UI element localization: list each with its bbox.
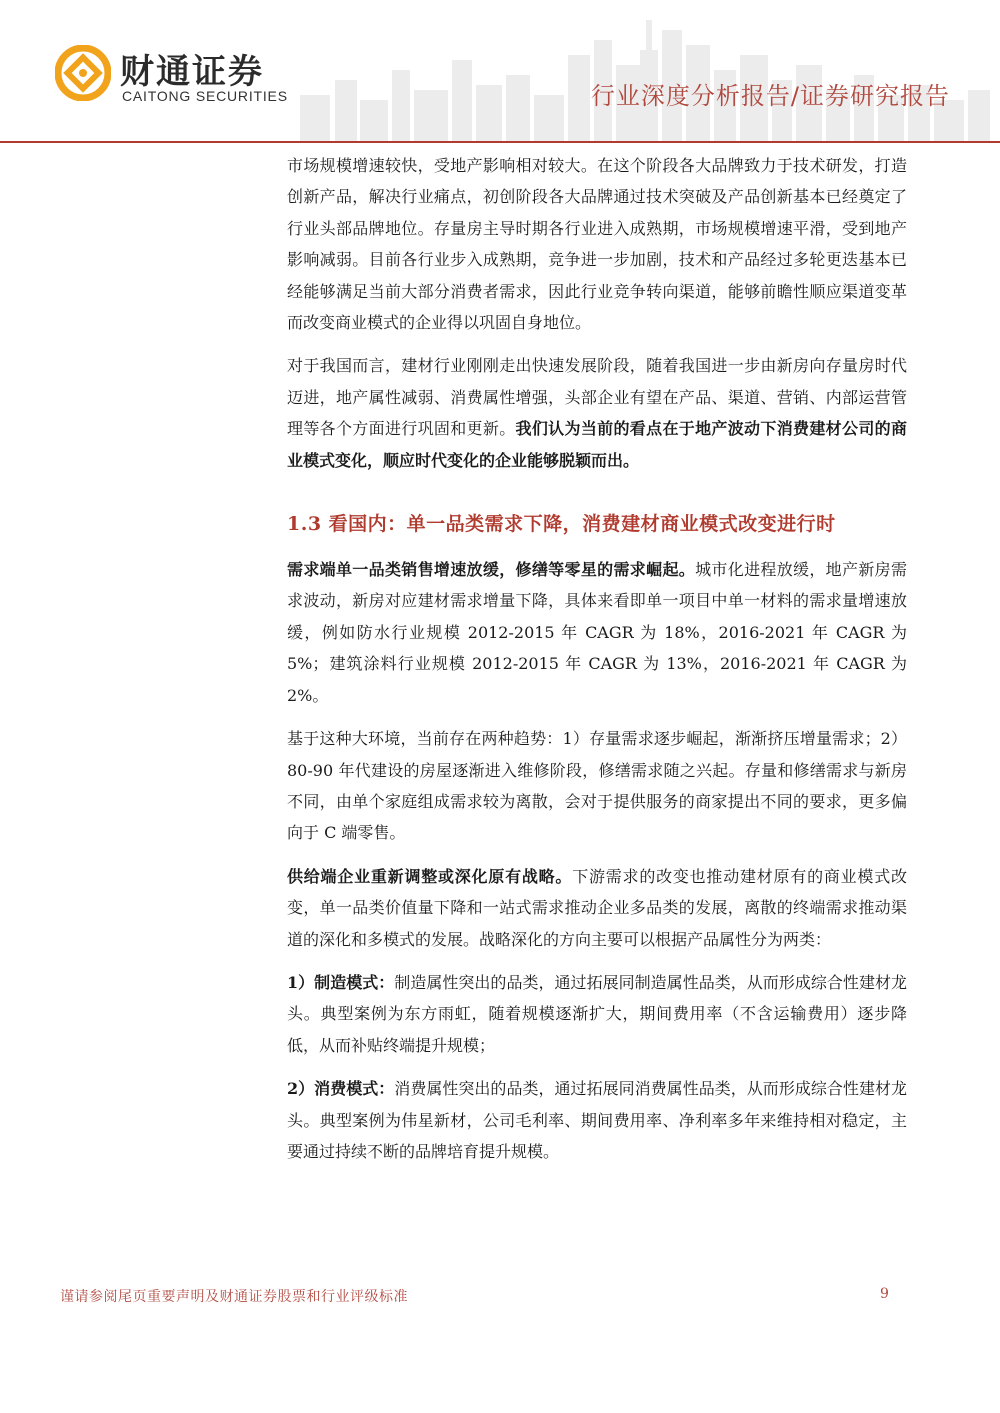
header-divider xyxy=(0,141,1000,143)
paragraph-manufacturing-model xyxy=(287,967,907,1061)
page-number: 9 xyxy=(880,1286,889,1302)
paragraph-emphasis: 我们认为当前的看点在于地产波动下消费建材公司的商业模式变化，顺应时代变化的企业能够脱颖而出。 xyxy=(287,419,907,470)
paragraph-emphasis: 供给端企业重新调整或深化原有战略。 xyxy=(287,866,573,886)
paragraph-consumer-model xyxy=(287,1073,907,1167)
caitong-logo-icon xyxy=(55,45,111,101)
paragraph-demand-side xyxy=(287,554,907,711)
section-heading: 1.3 看国内：单一品类需求下降，消费建材商业模式改变进行时 xyxy=(287,513,836,536)
paragraph-text: 下游需求的改变也推动建材原有的商业模式改变，单一品类价值量下降和一站式需求推动企业多品类的发展，离散的终端需求推动渠道的深化和多模式的发展。战略深化的方向主要可以根据产品属性分为两类： xyxy=(287,866,907,949)
main-content xyxy=(287,150,907,1167)
paragraph-text: 城市化进程放缓，地产新房需求波动，新房对应建材需求增量下降，具体来看即单一项目中单一材料的需求量增速放缓，例如防水行业规模 2012-2015 年 CAGR 为 18%，2016-2021 年 CAGR 为 5%；建筑涂料行业规模 2012-2015 年 CAGR 为 13%，2016-2021 年 CAGR 为 2%。 xyxy=(287,560,907,705)
paragraph-market-stages: 市场规模增速较快，受地产影响相对较大。在这个阶段各大品牌致力于技术研发，打造创新产品，解决行业痛点，初创阶段各大品牌通过技术突破及产品创新基本已经奠定了行业头部品牌地位。存量房主导时期各行业进入成熟期，市场规模增速平滑，受到地产影响减弱。目前各行业步入成熟期，竞争进一步加剧，技术和产品经过多轮更迭基本已经能够满足当前大部分消费者需求，因此行业竞争转向渠道，能够前瞻性顺应渠道变革而改变商业模式的企业得以巩固自身地位。 xyxy=(287,156,907,333)
company-name-english: CAITONG SECURITIES xyxy=(122,88,288,104)
paragraph-text: 制造属性突出的品类，通过拓展同制造属性品类，从而形成综合性建材龙头。典型案例为东方雨虹，随着规模逐渐扩大，期间费用率（不含运输费用）逐步降低，从而补贴终端提升规模； xyxy=(287,972,907,1055)
company-name-chinese: 财通证券 xyxy=(120,52,264,92)
page-header xyxy=(0,0,1000,145)
paragraph-emphasis: 2）消费模式： xyxy=(287,1079,395,1099)
paragraph-text: 消费属性突出的品类，通过拓展同消费属性品类，从而形成综合性建材龙头。典型案例为伟星新材，公司毛利率、期间费用率、净利率多年来维持相对稳定，主要通过持续不断的品牌培育提升规模。 xyxy=(287,1079,907,1161)
paragraph-domestic-outlook xyxy=(287,350,907,476)
report-type-label: 行业深度分析报告/证券研究报告 xyxy=(590,82,950,110)
paragraph-supply-side xyxy=(287,861,907,955)
disclaimer-footer: 谨请参阅尾页重要声明及财通证券股票和行业评级标准 xyxy=(60,1289,408,1305)
paragraph-emphasis: 1）制造模式： xyxy=(287,972,395,992)
paragraph-two-trends: 基于这种大环境，当前存在两种趋势：1）存量需求逐步崛起，渐渐挤压增量需求；2）80-90 年代建设的房屋逐渐进入维修阶段，修缮需求随之兴起。存量和修缮需求与新房不同，由单个家庭组成需求较为离散，会对于提供服务的商家提出不同的要求，更多偏向于 C 端零售。 xyxy=(287,729,907,843)
paragraph-text: 对于我国而言，建材行业刚刚走出快速发展阶段，随着我国进一步由新房向存量房时代迈进，地产属性减弱、消费属性增强，头部企业有望在产品、渠道、营销、内部运营管理等各个方面进行巩固和更新。 xyxy=(287,356,907,439)
paragraph-emphasis: 需求端单一品类销售增速放缓，修缮等零星的需求崛起。 xyxy=(287,560,696,580)
